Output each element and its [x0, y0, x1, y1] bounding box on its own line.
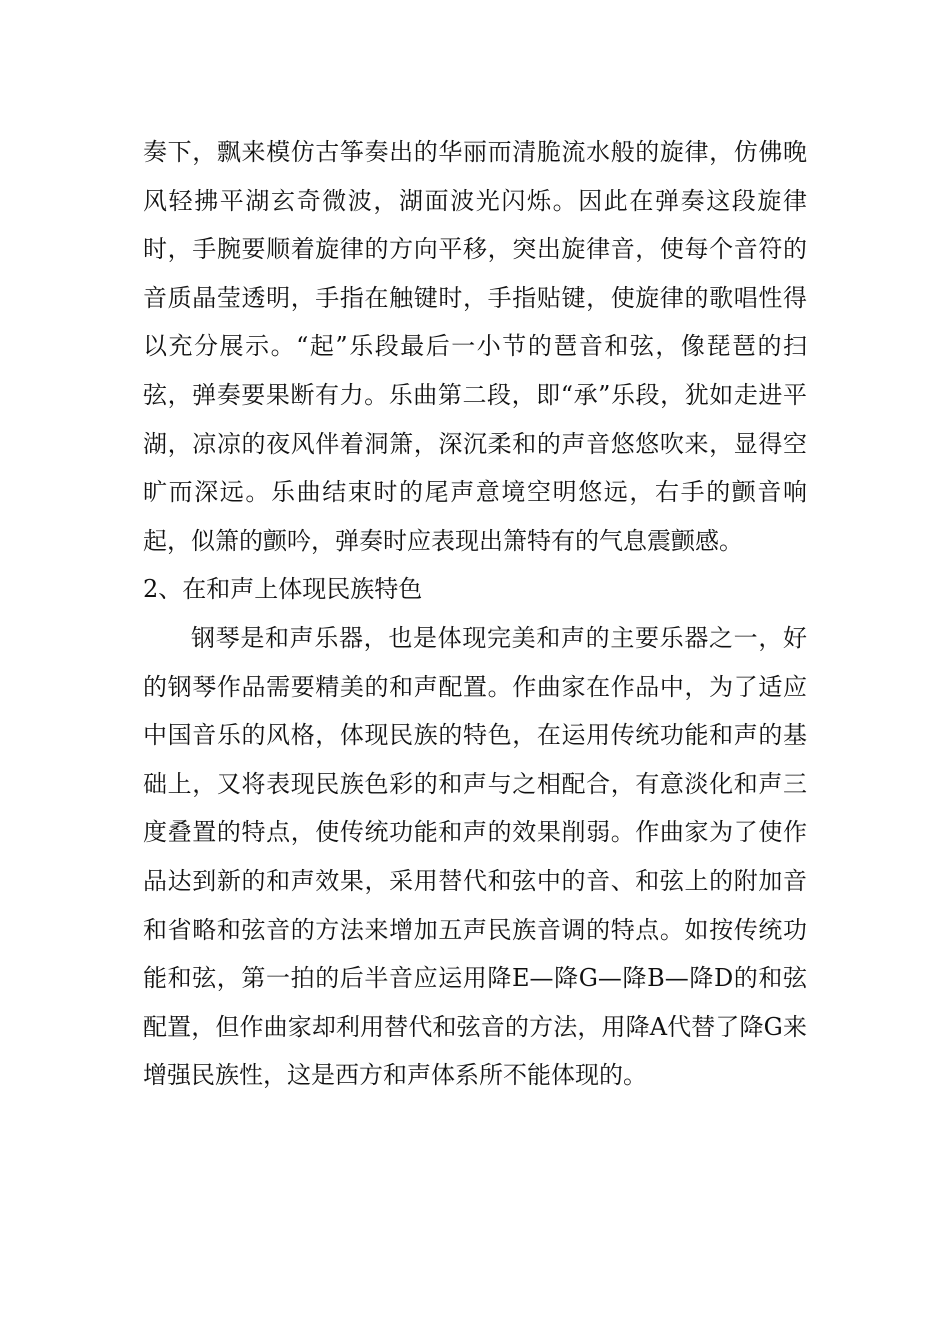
- paragraph-continuation: 奏下，飘来模仿古筝奏出的华丽而清脆流水般的旋律，仿佛晚风轻拂平湖玄奇微波，湖面波光闪烁。因此在弹奏这段旋律时，手腕要顺着旋律的方向平移，突出旋律音，使每个音符的音质晶莹透明，手指在触键时，手指贴键，使旋律的歌唱性得以充分展示。“起”乐段最后一小节的琶音和弦，像琵琶的扫弦，弹奏要果断有力。乐曲第二段，即“承”乐段，犹如走进平湖，凉凉的夜风伴着洞箫，深沉柔和的声音悠悠吹来，显得空旷而深远。乐曲结束时的尾声意境空明悠远，右手的颤音响起，似箫的颤吟，弹奏时应表现出箫特有的气息震颤感。: [143, 138, 807, 555]
- section-heading: 2、在和声上体现民族特色: [143, 575, 423, 604]
- document-body: [143, 128, 807, 1100]
- paragraph-harmony: 钢琴是和声乐器，也是体现完美和声的主要乐器之一，好的钢琴作品需要精美的和声配置。作曲家在作品中，为了适应中国音乐的风格，体现民族的特色，在运用传统功能和声的基础上，又将表现民族色彩的和声与之相配合，有意淡化和声三度叠置的特点，使传统功能和声的效果削弱。作曲家为了使作品达到新的和声效果，采用替代和弦中的音、和弦上的附加音和省略和弦音的方法来增加五声民族音调的特点。如按传统功能和弦，第一拍的后半音应运用降E—降G—降B—降D的和弦配置，但作曲家却利用替代和弦音的方法，用降A代替了降G来增强民族性，这是西方和声体系所不能体现的。: [143, 623, 807, 1090]
